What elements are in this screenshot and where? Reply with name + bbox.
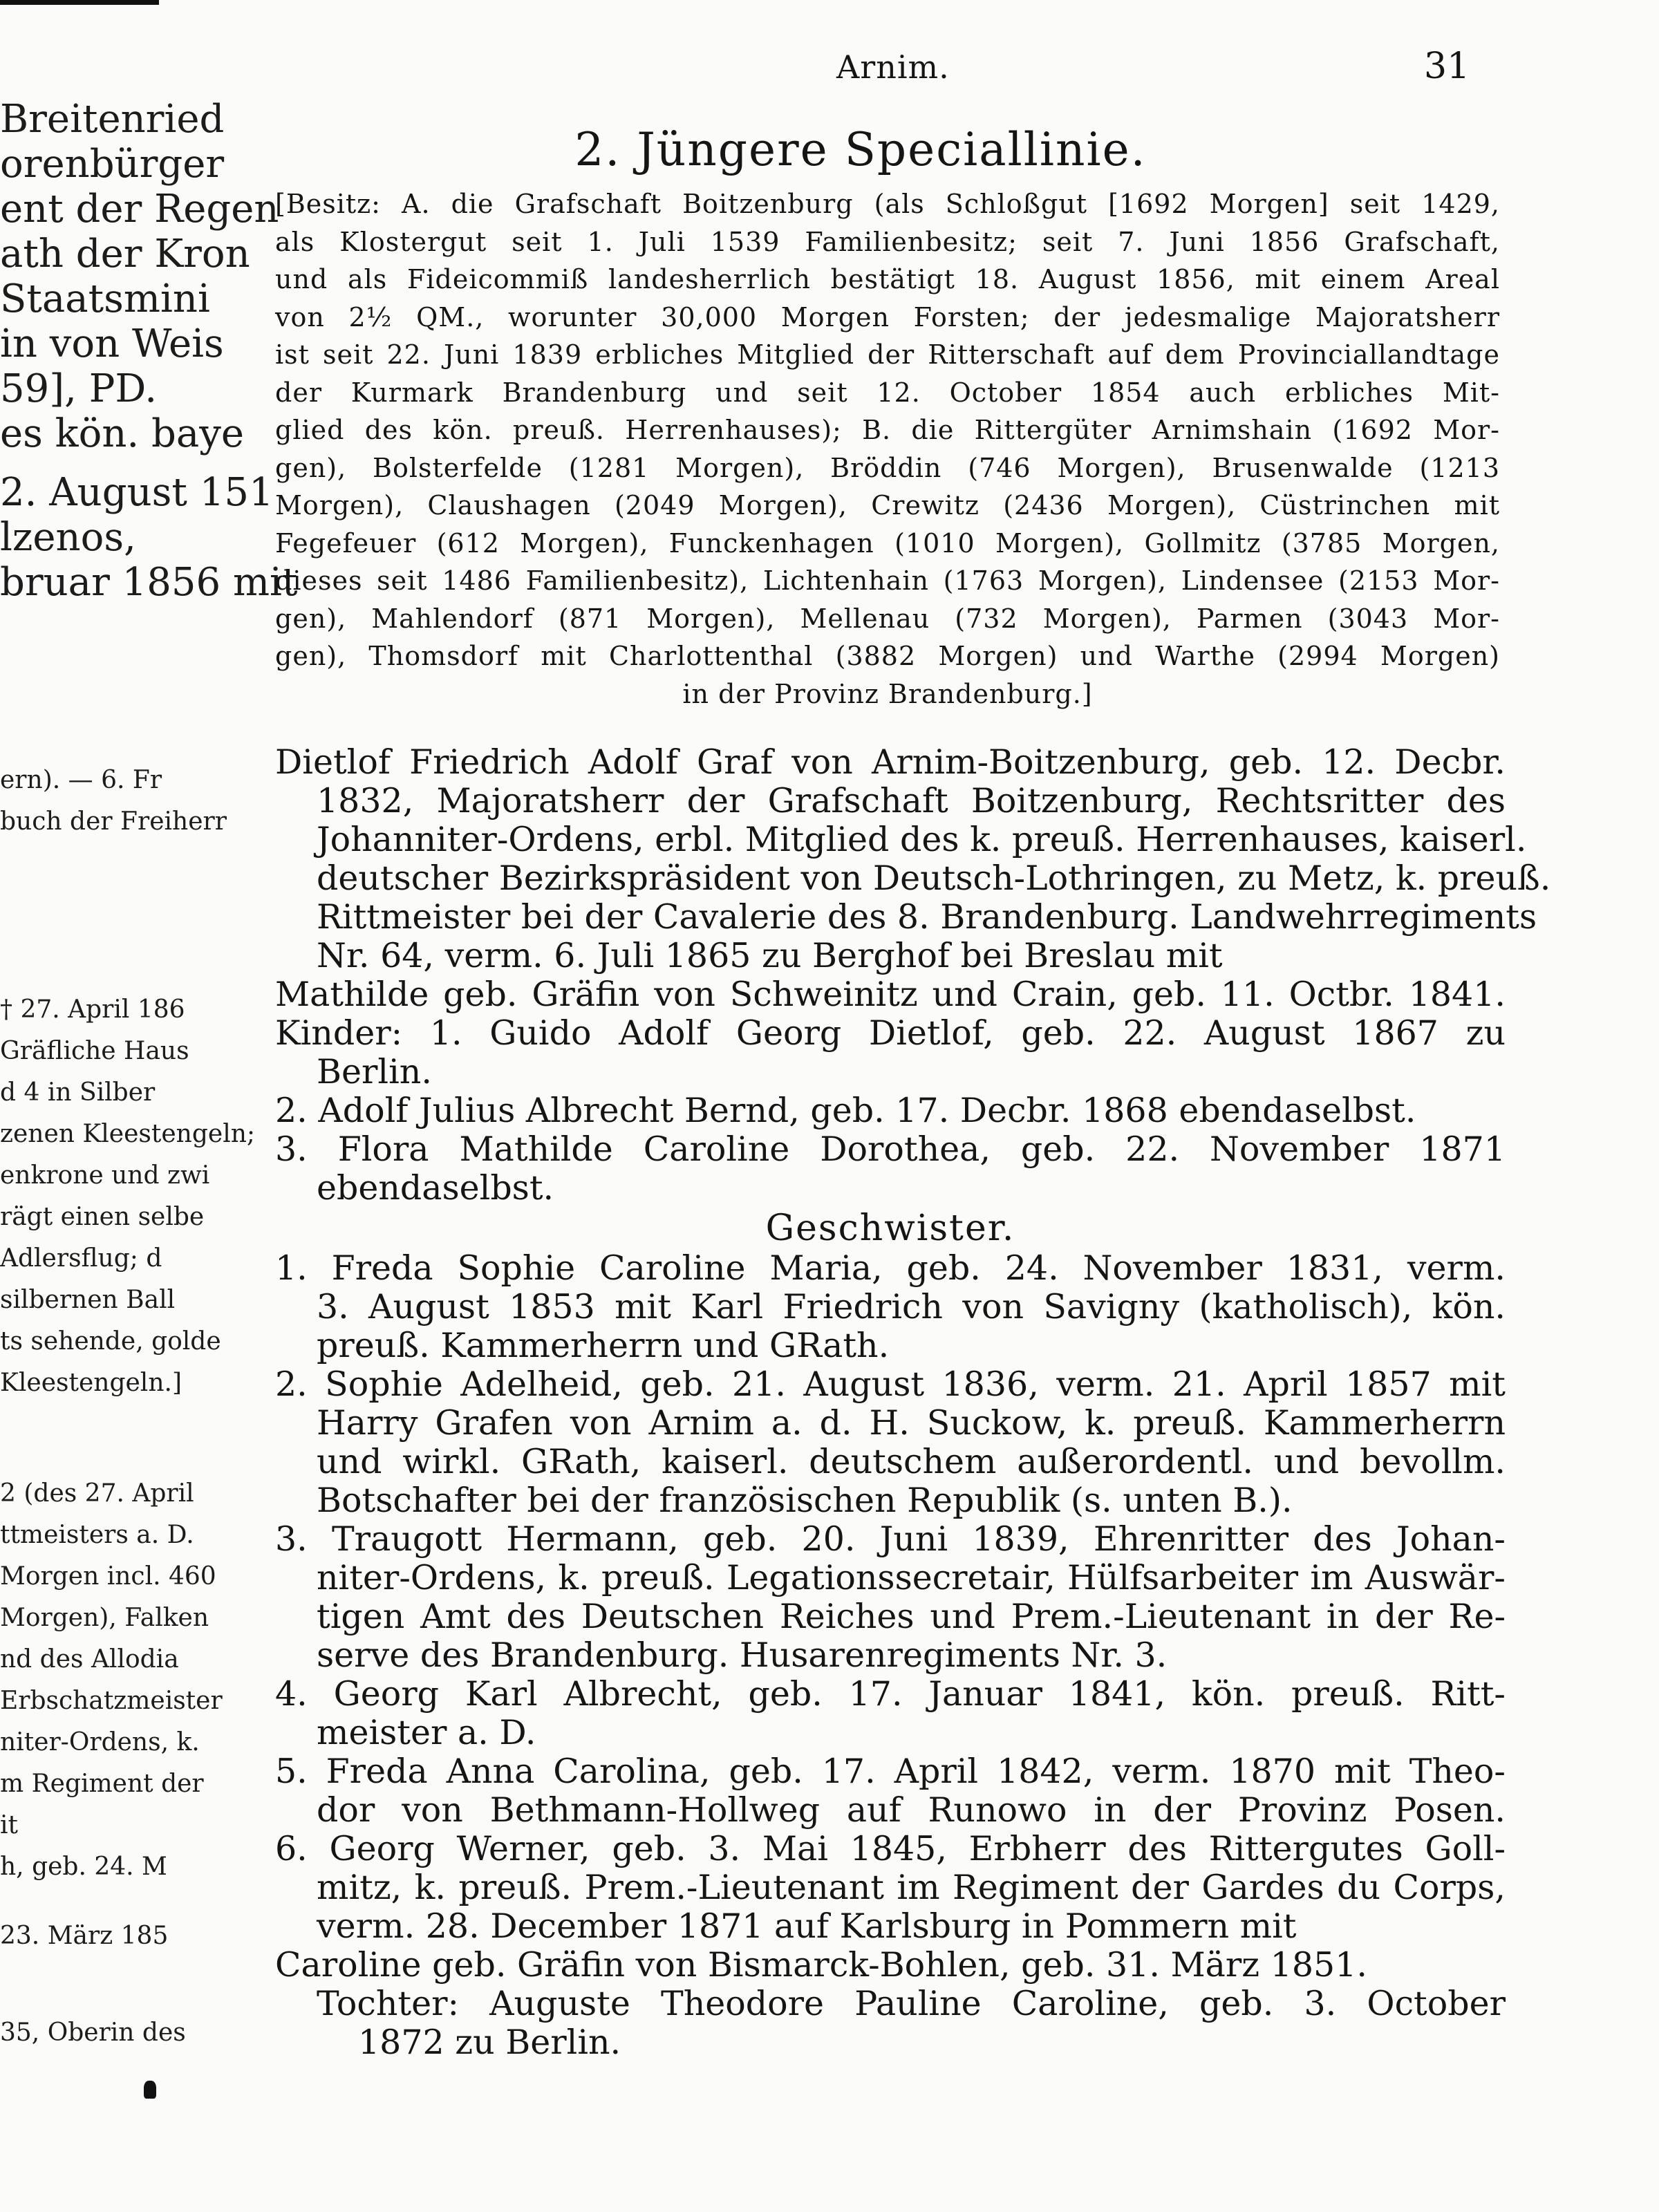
margin-fragment: Morgen incl. 460 xyxy=(0,1562,216,1591)
entry-line: 3. August 1853 mit Karl Friedrich von Savigny (katholisch), kön. xyxy=(317,1287,1506,1327)
entry-line: Dietlof Friedrich Adolf Graf von Arnim-Boitzenburg, geb. 12. Decbr. xyxy=(275,742,1506,782)
entry-line: 6. Georg Werner, geb. 3. Mai 1845, Erbherr des Rittergutes Goll- xyxy=(275,1829,1506,1868)
margin-fragment: rägt einen selbe xyxy=(0,1203,205,1231)
margin-fragment: in von Weis xyxy=(0,321,224,366)
entry-line: deutscher Bezirkspräsident von Deutsch-Lothringen, zu Metz, k. preuß. xyxy=(317,859,1551,898)
entry-line: 3. Traugott Hermann, geb. 20. Juni 1839, Ehrenritter des Johan- xyxy=(275,1519,1506,1559)
margin-fragment: bruar 1856 mit xyxy=(0,560,298,605)
left-margin-fragments xyxy=(0,0,298,2212)
entry-line: ebendaselbst. xyxy=(317,1168,554,1208)
margin-fragment: Gräfliche Haus xyxy=(0,1037,189,1065)
margin-fragment: m Regiment der xyxy=(0,1770,204,1798)
margin-fragment: ern). — 6. Fr xyxy=(0,766,162,794)
possessions-line: gen), Bolsterfelde (1281 Morgen), Bröddin (746 Morgen), Brusenwalde (1213 xyxy=(275,452,1500,483)
entry-line: Berlin. xyxy=(317,1052,432,1091)
siblings-entry xyxy=(275,1249,1506,2062)
margin-fragment: ttmeisters a. D. xyxy=(0,1521,194,1549)
margin-fragment: it xyxy=(0,1811,18,1839)
entry-line: mitz, k. preuß. Prem.-Lieutenant im Regiment der Gardes du Corps, xyxy=(317,1868,1506,1907)
entry-line: niter-Ordens, k. preuß. Legationssecretair, Hülfsarbeiter im Auswär- xyxy=(317,1558,1506,1597)
entry-line: Rittmeister bei der Cavalerie des 8. Brandenburg. Landwehrregiments xyxy=(317,897,1537,937)
margin-fragment: 59], PD. xyxy=(0,366,158,411)
margin-fragment: buch der Freiherr xyxy=(0,807,227,836)
entry-line: 1832, Majoratsherr der Grafschaft Boitzenburg, Rechtsritter des xyxy=(317,781,1506,821)
margin-fragment: † 27. April 186 xyxy=(0,995,185,1024)
spouse-line: Caroline geb. Gräfin von Bismarck-Bohlen, geb. 31. März 1851. xyxy=(275,1945,1367,1985)
margin-fragment: Kleestengeln.] xyxy=(0,1369,182,1397)
entry-line: Nr. 64, verm. 6. Juli 1865 zu Berghof bei Breslau mit xyxy=(317,936,1223,975)
margin-fragment: enkrone und zwi xyxy=(0,1161,210,1190)
entry-line: meister a. D. xyxy=(317,1713,536,1752)
margin-fragment: Erbschatzmeister xyxy=(0,1687,223,1715)
possessions-line: [Besitz: A. die Grafschaft Boitzenburg (als Schloßgut [1692 Morgen] seit 1429, xyxy=(275,189,1500,219)
entry-line: Johanniter-Ordens, erbl. Mitglied des k. preuß. Herrenhauses, kaiserl. xyxy=(317,820,1527,859)
entry-line: tigen Amt des Deutschen Reiches und Prem.-Lieutenant in der Re- xyxy=(317,1597,1506,1636)
margin-fragment: 35, Oberin des xyxy=(0,2018,186,2047)
entry-line: Kinder: 1. Guido Adolf Georg Dietlof, geb. 22. August 1867 zu xyxy=(275,1013,1506,1053)
possessions-line: ist seit 22. Juni 1839 erbliches Mitglied der Ritterschaft auf dem Provinciallandtage xyxy=(275,339,1500,370)
margin-fragment: Adlersflug; d xyxy=(0,1244,162,1273)
margin-fragment: d 4 in Silber xyxy=(0,1078,156,1107)
entry-line: 1872 zu Berlin. xyxy=(358,2023,621,2062)
main-text xyxy=(275,742,1551,2062)
margin-fragment: orenbürger xyxy=(0,142,225,187)
entry-line: Harry Grafen von Arnim a. d. H. Suckow, k. preuß. Kammerherrn xyxy=(317,1403,1506,1443)
spouse-line: Mathilde geb. Gräfin von Schweinitz und Crain, geb. 11. Octbr. 1841. xyxy=(275,975,1506,1014)
margin-fragment: 23. März 185 xyxy=(0,1922,169,1950)
entry-line: 3. Flora Mathilde Caroline Dorothea, geb. 22. November 1871 xyxy=(275,1130,1506,1169)
entry-line: 2. Sophie Adelheid, geb. 21. August 1836, verm. 21. April 1857 mit xyxy=(275,1365,1506,1404)
entry-line: 2. Adolf Julius Albrecht Bernd, geb. 17. Decbr. 1868 ebendaselbst. xyxy=(275,1091,1416,1130)
margin-fragment: zenen Kleestengeln; xyxy=(0,1120,256,1148)
possessions-line: Fegefeuer (612 Morgen), Funckenhagen (1010 Morgen), Gollmitz (3785 Morgen, xyxy=(275,527,1500,559)
possessions-line: in der Provinz Brandenburg.] xyxy=(682,678,1093,709)
margin-fragment: ts sehende, golde xyxy=(0,1327,221,1356)
entry-line: 1. Freda Sophie Caroline Maria, geb. 24. November 1831, verm. xyxy=(275,1248,1506,1288)
margin-fragment: niter-Ordens, k. xyxy=(0,1728,200,1756)
possessions-line: gen), Mahlendorf (871 Morgen), Mellenau (732 Morgen), Parmen (3043 Mor- xyxy=(275,603,1500,634)
running-head: Arnim. xyxy=(836,48,950,86)
margin-fragment: silbernen Ball xyxy=(0,1286,176,1314)
entry-line: Botschafter bei der französischen Republik (s. unten B.). xyxy=(317,1481,1293,1520)
head-of-house-entry xyxy=(275,742,1551,1014)
possessions-line: als Klostergut seit 1. Juli 1539 Familienbesitz; seit 7. Juni 1856 Grafschaft, xyxy=(275,226,1500,257)
entry-line: und wirkl. GRath, kaiserl. deutschem außerordentl. und bevollm. xyxy=(317,1442,1506,1481)
margin-fragment: 2. August 151 xyxy=(0,470,274,515)
siblings-heading: Geschwister. xyxy=(765,1208,1015,1249)
margin-fragment: es kön. baye xyxy=(0,411,245,456)
margin-fragment: nd des Allodia xyxy=(0,1645,179,1674)
entry-line: preuß. Kammerherrn und GRath. xyxy=(317,1326,890,1365)
entry-line: 5. Freda Anna Carolina, geb. 17. April 1842, verm. 1870 mit Theo- xyxy=(275,1752,1506,1791)
margin-fragment: Morgen), Falken xyxy=(0,1604,209,1632)
possessions-line: dieses seit 1486 Familienbesitz), Lichtenhain (1763 Morgen), Lindensee (2153 Mor- xyxy=(275,565,1500,596)
ink-blot xyxy=(144,2081,156,2099)
margin-fragment: Staatsmini xyxy=(0,276,210,321)
entry-line: 4. Georg Karl Albrecht, geb. 17. Januar 1841, kön. preuß. Ritt- xyxy=(275,1674,1506,1714)
possessions-line: gen), Thomsdorf mit Charlottenthal (3882 Morgen) und Warthe (2994 Morgen) xyxy=(275,641,1500,671)
possessions-line: der Kurmark Brandenburg und seit 12. October 1854 auch erbliches Mit- xyxy=(275,377,1500,408)
margin-fragment: h, geb. 24. M xyxy=(0,1853,167,1881)
page-number: 31 xyxy=(1424,46,1470,87)
possessions-line: Morgen), Claushagen (2049 Morgen), Crewitz (2436 Morgen), Cüstrinchen mit xyxy=(275,490,1500,521)
margin-fragment: ent der Regen xyxy=(0,187,279,232)
margin-fragment: ath der Kron xyxy=(0,232,250,276)
possessions-line: und als Fideicommiß landesherrlich bestätigt 18. August 1856, mit einem Areal xyxy=(275,264,1500,294)
possessions-line: von 2½ QM., worunter 30,000 Morgen Forsten; der jedesmalige Majoratsherr xyxy=(275,301,1500,332)
margin-fragment: Breitenried xyxy=(0,97,225,142)
entry-line: dor von Bethmann-Hollweg auf Runowo in der Provinz Posen. xyxy=(317,1790,1506,1830)
margin-fragment: 2 (des 27. April xyxy=(0,1479,194,1508)
possessions-line: glied des kön. preuß. Herrenhauses); B. die Rittergüter Arnimshain (1692 Mor- xyxy=(275,415,1500,445)
entry-line: verm. 28. December 1871 auf Karlsburg in Pommern mit xyxy=(317,1906,1297,1946)
entry-line: Tochter: Auguste Theodore Pauline Caroline, geb. 3. October xyxy=(317,1984,1506,2023)
section-title: 2. Jüngere Speciallinie. xyxy=(574,123,1147,176)
margin-fragment: lzenos, xyxy=(0,515,136,560)
entry-line: serve des Brandenburg. Husarenregiments Nr. 3. xyxy=(317,1635,1168,1675)
children-entry xyxy=(275,1014,1506,1208)
possessions-block xyxy=(275,185,1500,713)
